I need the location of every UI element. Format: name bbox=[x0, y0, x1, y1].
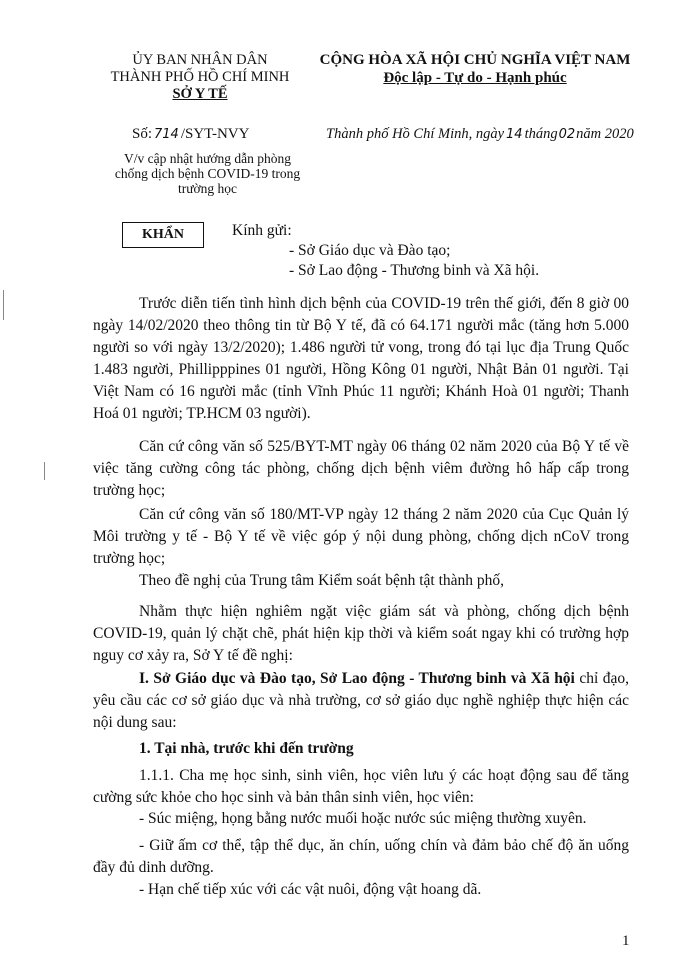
scan-mark bbox=[44, 462, 45, 480]
recipient-item: - Sở Giáo dục và Đào tạo; bbox=[289, 242, 451, 259]
kinh-gui-label: Kính gửi: bbox=[232, 222, 292, 239]
date-month: 02 bbox=[558, 127, 576, 142]
bullet-keep-warm: - Giữ ấm cơ thể, tập thể dục, ăn chín, uống chín và đảm bảo chế độ ăn uống đầy đủ dinh dưỡng. bbox=[93, 837, 629, 876]
section-1-title: I. Sở Giáo dục và Đào tạo, Sở Lao động - Thương binh và Xã hội bbox=[139, 670, 575, 687]
bullet-mouthwash: - Súc miệng, họng bằng nước muối hoặc nước súc miệng thường xuyên. bbox=[139, 810, 587, 827]
heading-at-home: 1. Tại nhà, trước khi đến trường bbox=[139, 740, 354, 757]
paragraph-1-1-1: 1.1.1. Cha mẹ học sinh, sinh viên, học viên lưu ý các hoạt động sau để tăng cường sức khỏe cho học sinh và bản thân sinh viên, học viên: bbox=[93, 767, 629, 806]
paragraph-basis-2: Căn cứ công văn số 180/MT-VP ngày 12 tháng 2 năm 2020 của Cục Quản lý Môi trường y tế - Bộ Y tế về việc góp ý nội dung phòng, chống dịch nCoV trong trường học; bbox=[93, 506, 629, 567]
date-prefix: Thành phố Hồ Chí Minh, ngày bbox=[326, 126, 505, 142]
paragraph-proposal: Theo đề nghị của Trung tâm Kiểm soát bệnh tật thành phố, bbox=[139, 572, 505, 589]
nation-title: CỘNG HÒA XÃ HỘI CHỦ NGHĨA VIỆT NAM bbox=[319, 52, 631, 68]
recipient-item: - Sở Lao động - Thương binh và Xã hội. bbox=[289, 262, 540, 279]
section-1-body: chỉ đạo, yêu cầu các cơ sở giáo dục và nhà trường, cơ sở giáo dục nghề nghiệp thực hiện các nội dung sau: bbox=[93, 670, 629, 731]
date-day: 14 bbox=[506, 127, 523, 142]
page-number: 1 bbox=[622, 933, 630, 949]
urgent-stamp bbox=[122, 222, 204, 248]
paragraph-situation: Trước diễn tiến tình hình dịch bệnh của COVID-19 trên thế giới, đến 8 giờ 00 ngày 14/02/2020 theo thông tin từ Bộ Y tế, đã có 64.171 người mắc (tăng hơn 5.000 người so với ngày 13/2/2020); 1.486 người tử vong, trong đó tại lục địa Trung Quốc 1.483 người, Phillipppines 01 người, Hồng Kông 01 người, Nhật Bản 01 người. Tại Việt Nam có 16 người mắc (tỉnh Vĩnh Phúc 11 người; Khánh Hoà 01 người; Thanh Hoá 01 người; TP.HCM 03 người). bbox=[93, 295, 629, 422]
subject-line-1: V/v cập nhật hướng dẫn phòng bbox=[123, 151, 292, 166]
issue-date bbox=[326, 126, 634, 143]
date-year: năm 2020 bbox=[576, 126, 634, 142]
agency-line-1: ỦY BAN NHÂN DÂN bbox=[132, 52, 268, 68]
subject-line-2: chống dịch bệnh COVID-19 trong bbox=[114, 166, 301, 181]
document-number bbox=[132, 126, 249, 143]
paragraph-request: Nhằm thực hiện nghiêm ngặt việc giám sát và phòng, chống dịch bệnh COVID-19, quản lý chặt chẽ, phát hiện kịp thời và kiểm soát ngay khi có trường hợp nguy cơ xảy ra, Sở Y tế đề nghị: bbox=[93, 603, 629, 664]
number-prefix: Số: bbox=[132, 126, 153, 142]
bullet-limit-contact: - Hạn chế tiếp xúc với các vật nuôi, động vật hoang dã. bbox=[139, 881, 482, 898]
urgent-label: KHẨN bbox=[142, 227, 184, 242]
date-month-label: tháng bbox=[524, 126, 558, 142]
agency-line-2: THÀNH PHỐ HỒ CHÍ MINH bbox=[110, 69, 290, 85]
scan-mark bbox=[3, 290, 4, 320]
paragraph-basis-1: Căn cứ công văn số 525/BYT-MT ngày 06 tháng 02 năm 2020 của Bộ Y tế về việc tăng cường công tác phòng, chống dịch bệnh viêm đường hô hấp cấp trong trường học; bbox=[93, 438, 629, 499]
number-handwritten: 714 bbox=[154, 127, 179, 142]
agency-line-3: SỞ Y TẾ bbox=[172, 86, 228, 102]
number-suffix: /SYT-NVY bbox=[180, 126, 250, 142]
paragraph-section-1 bbox=[93, 668, 629, 734]
nation-motto: Độc lập - Tự do - Hạnh phúc bbox=[383, 70, 567, 86]
subject-line-3: trường học bbox=[177, 181, 238, 196]
